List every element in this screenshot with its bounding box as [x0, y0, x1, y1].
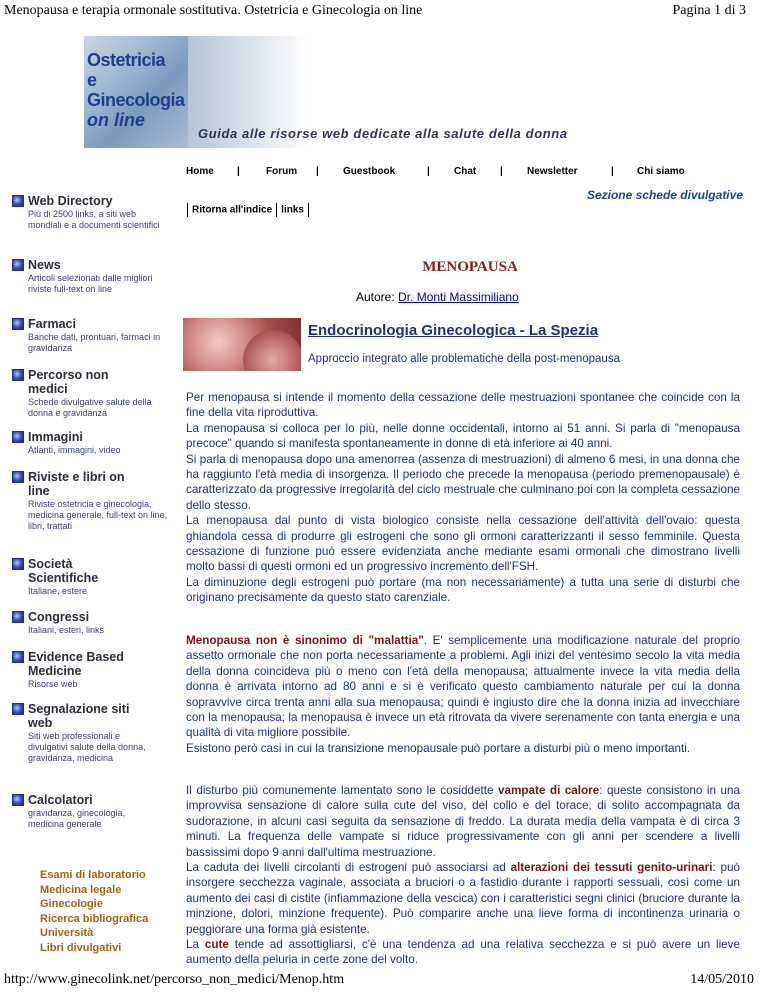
sidebar-item-immagini[interactable]: [12, 430, 168, 456]
article-intro: [186, 390, 740, 606]
sidebar-item-title: News: [28, 258, 61, 272]
sidebar-item-web-directory[interactable]: [12, 194, 168, 231]
link-back-to-index[interactable]: Ritorna all'indice: [192, 204, 273, 216]
sidebar-item-desc: Riviste ostetricia e ginecologia, medicina generale, full-text on line, libri, trattati: [28, 499, 168, 531]
print-footer-date: 14/05/2010: [690, 972, 754, 987]
sidebar-item-segnalazione-siti[interactable]: [12, 702, 168, 764]
nav-home[interactable]: Home: [186, 166, 214, 177]
author-link[interactable]: Dr. Monti Massimiliano: [398, 290, 519, 304]
nav-forum[interactable]: Forum: [266, 166, 298, 177]
section-tag: Sezione schede divulgative: [586, 188, 743, 202]
paragraph: Menopausa non è sinonimo di "malattia". E' semplicemente una modificazione naturale del proprio assetto ormonale che non porta necessariamente a problemi. Agli inizi del ventesimo secolo la vita media della donna coincideva più o meno con l'età della menopausa; attualmente invece la vita media della donna è arrivata intorno ad 80 anni e si è verificato questo cambiamento naturale per cui la donna sopravvive circa trenta anni alla sua menopausa; quindi è ingiusto dire che la donna inizia ad invecchiare con la menopausa; la menopausa è invece un età ritrovata da vivere serenamente con tanta energia e una qualità di vita migliore possibile.: [186, 634, 741, 740]
endocrinology-banner-image[interactable]: [183, 318, 301, 371]
nav-separator: |: [500, 166, 503, 177]
author-label: Autore:: [356, 290, 395, 304]
sidebar-item-title: Immagini: [28, 430, 83, 444]
bullet-icon: [12, 471, 24, 483]
sidebar-item-desc: Più di 2500 links, a siti web mondiali e a documenti scientifici: [28, 209, 160, 230]
site-logo[interactable]: [84, 36, 188, 148]
paragraph: La menopausa si colloca per lo più, nelle donne occidentali, intorno ai 51 anni. Si parla di "menopausa precoce" quando si manifesta spontaneamente in donne di età inferiore ai 40 anni.: [186, 421, 740, 451]
sidebar-item-percorso-non-medici[interactable]: [12, 368, 168, 419]
link-ricerca-bibliografica[interactable]: Ricerca bibliografica: [40, 912, 149, 925]
article-author: [356, 290, 519, 304]
nav-separator: |: [611, 166, 614, 177]
sidebar-item-societa-scientifiche[interactable]: [12, 557, 168, 597]
nav-guestbook[interactable]: Guestbook: [343, 166, 396, 177]
paragraph: La cute tende ad assottigliarsi, c'è una tendenza ad una relativa secchezza e si può avere un lieve aumento della peluria in certe zone del volto.: [186, 938, 741, 967]
sidebar-item-desc: Articoli selezionati dalle migliori riviste full-text on line: [28, 273, 153, 294]
emphasis: Menopausa non è sinonimo di "malattia": [186, 634, 424, 647]
sidebar-item-title: Evidence Based Medicine: [28, 650, 124, 678]
article-title: MENOPAUSA: [422, 259, 518, 275]
bullet-icon: [12, 318, 24, 330]
link-links[interactable]: links: [281, 204, 304, 216]
emphasis: alterazioni dei tessuti genito-urinari: [510, 861, 713, 875]
sidebar-item-desc: Italiani, esteri, links: [28, 625, 105, 635]
sidebar-item-title: Percorso non medici: [28, 368, 109, 396]
emphasis: cute: [204, 938, 229, 952]
sidebar-item-desc: Atlanti, immagini, video: [28, 445, 121, 455]
link-universita[interactable]: Università: [40, 927, 94, 939]
nav-chi-siamo[interactable]: Chi siamo: [637, 166, 685, 177]
sidebar-item-desc: Schede divulgative salute della donna e gravidanza: [28, 397, 152, 418]
link-libri-divulgativi[interactable]: Libri divulgativi: [40, 941, 122, 954]
nav-newsletter[interactable]: Newsletter: [527, 166, 578, 177]
nav-separator: |: [427, 166, 430, 177]
bullet-icon: [12, 651, 24, 663]
logo-online-text: on line: [87, 110, 145, 130]
article-section-symptoms: [186, 783, 740, 968]
bullet-icon: [12, 794, 24, 806]
print-footer: [0, 970, 768, 994]
nav-separator: |: [316, 166, 319, 177]
paragraph: La caduta dei livelli circolanti di estrogeni può associarsi ad alterazioni dei tessuti genito-urinari: può insorgere secchezza vaginale, associata a bruciori o a fastidio durante i rapporti sessuali, così come un aumento dei casi di cistite (infiammazione della vescica) con i caratteristici segni clinici (bruciore durante la minzione, dolori, minzione frequente). Può comparire anche una lieve forma di incontinenza urinaria o peggiorare una forma già esistente.: [186, 861, 741, 936]
link-separator: [308, 203, 309, 217]
paragraph: La diminuzione degli estrogeni può portare (ma non necessariamente) a tutta una serie di disturbi che originano precisamente da questo stato carenziale.: [186, 575, 740, 605]
sidebar-item-title: Calcolatori: [28, 793, 93, 807]
emphasis: vampate di calore: [498, 784, 600, 797]
paragraph: Il disturbo più comunemente lamentato sono le cosiddette vampate di calore: queste consistono in una improvvisa sensazione di calore sulla cute del viso, del collo e del torace, di solito accompagnata da sudorazione, in alcuni casi seguita da sensazione di freddo. La durata media della vampata è di circa 3 minuti. La frequenza delle vampate si riduce progressivamente con gli anni per scendere a livelli bassissimi dopo 9 anni dall'ultima mestruazione.: [186, 784, 740, 859]
sidebar-item-desc: Banche dati, prontuari, farmaci in gravidanza: [28, 332, 161, 353]
bullet-icon: [12, 431, 24, 443]
sidebar-item-title: Riviste e libri on line: [28, 470, 125, 498]
sidebar-item-calcolatori[interactable]: [12, 793, 168, 830]
print-footer-url: http://www.ginecolink.net/percorso_non_medici/Menop.htm: [4, 972, 345, 987]
link-ginecologie[interactable]: Ginecologie: [40, 898, 103, 910]
print-header-page: Pagina 1 di 3: [672, 3, 746, 18]
print-header: [0, 0, 768, 22]
paragraph: La menopausa dal punto di vista biologico consiste nella cessazione dell'attività dell'ovaio: questa ghiandola cessa di produrre gli estrogeni che sono gli ormoni caratterizzanti il sesso femminile. Questa cessazione di funzione può essere evidenziata anche mediante esami ormonali che dimostrano livelli molto bassi di questi ormoni ed un progressivo incremento dell'FSH.: [186, 514, 740, 574]
paragraph: Per menopausa si intende il momento della cessazione delle mestruazioni spontanee che coincide con la fine della vita riproduttiva.: [186, 391, 740, 420]
paragraph: Si parla di menopausa dopo una amenorrea (assenza di mestruazioni) di almeno 6 mesi, in una donna che ha raggiunto l'età media di insorgenza. Il periodo che precede la menopausa (periodo premenopausale) è caratterizzato da progressive irregolarità del ciclo mestruale che culminano poi con la completa cessazione dello stesso.: [186, 452, 740, 512]
nav-chat[interactable]: Chat: [454, 166, 477, 177]
link-separator: [276, 203, 277, 217]
article-section-not-disease: [186, 633, 740, 756]
link-medicina-legale[interactable]: Medicina legale: [40, 883, 122, 896]
logo-text: Ostetricia e Ginecologia: [87, 50, 185, 110]
sidebar-item-title: Congressi: [28, 610, 90, 624]
sidebar-item-title: Società Scientifiche: [28, 557, 99, 585]
nav-separator: |: [237, 166, 240, 177]
endocrinology-subtitle: Approccio integrato alle problematiche della post-menopausa: [308, 353, 620, 365]
sidebar-item-desc: Risorse web: [28, 679, 78, 689]
bullet-icon: [12, 703, 24, 715]
back-links: [183, 203, 313, 217]
sidebar-item-farmaci[interactable]: [12, 317, 168, 354]
sidebar-item-congressi[interactable]: [12, 610, 168, 636]
bullet-icon: [12, 611, 24, 623]
bullet-icon: [12, 558, 24, 570]
bullet-icon: [12, 369, 24, 381]
sidebar-item-desc: Siti web professionali e divulgativi salute della donna, gravidanza, medicina: [28, 731, 146, 763]
sidebar-item-evidence-based-medicine[interactable]: [12, 650, 168, 690]
bullet-icon: [12, 195, 24, 207]
sidebar-extra-links: [40, 868, 148, 955]
sidebar-item-desc: gravidanza, ginecologia, medicina generale: [28, 808, 126, 829]
sidebar-item-title: Web Directory: [28, 194, 113, 208]
site-tagline: Guida alle risorse web dedicate alla salute della donna: [198, 126, 568, 141]
sidebar-item-title: Segnalazione siti web: [28, 702, 130, 730]
link-separator: [187, 203, 188, 217]
sidebar-item-title: Farmaci: [28, 317, 76, 331]
link-esami-di-laboratorio[interactable]: Esami di laboratorio: [40, 869, 146, 881]
paragraph: Esistono però casi in cui la transizione menopausale può portare a disturbi più o meno importanti.: [186, 741, 691, 755]
sidebar-item-riviste-e-libri[interactable]: [12, 470, 168, 532]
print-header-title: Menopausa e terapia ormonale sostitutiva. Ostetricia e Ginecologia on line: [4, 3, 423, 18]
endocrinology-link[interactable]: Endocrinologia Ginecologica - La Spezia: [308, 322, 599, 339]
sidebar-item-desc: Italiane, estere: [28, 586, 88, 596]
